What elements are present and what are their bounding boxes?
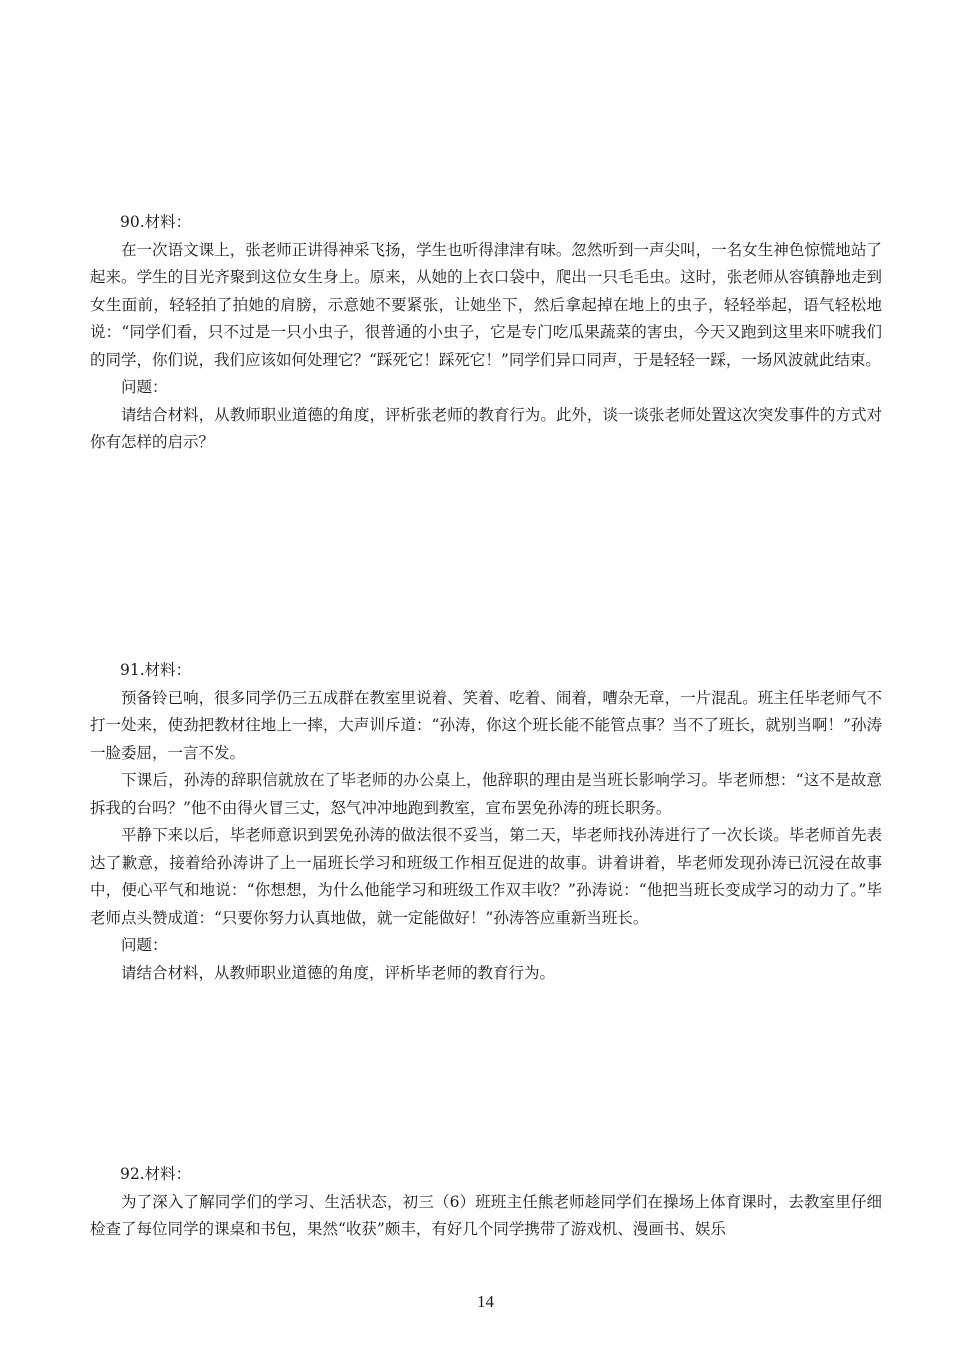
question-91-material-paragraph: 预备铃已响，很多同学仍三五成群在教室里说着、笑着、吃着、闹着，嘈杂无章，一片混乱。班主任毕老师气不打一处来，使劲把教材往地上一摔，大声训斥道：“孙涛，你这个班长能不能管点事？当不了班长，就别当啊！”孙涛一脸委屈，一言不发。 <box>90 688 882 762</box>
question-92-material-paragraph: 为了深入了解同学们的学习、生活状态，初三（6）班班主任熊老师趁同学们在操场上体育课时，去教室里仔细检查了每位同学的课桌和书包，果然“收获”颇丰，有好几个同学携带了游戏机、漫画书、娱乐 <box>90 1192 882 1238</box>
question-90-question-text: 请结合材料，从教师职业道德的角度，评析张老师的教育行为。此外，谈一谈张老师处置这次突发事件的方式对你有怎样的启示？ <box>90 405 882 451</box>
question-91-material-paragraph: 平静下来以后，毕老师意识到罢免孙涛的做法很不妥当，第二天，毕老师找孙涛进行了一次长谈。毕老师首先表达了歉意，接着给孙涛讲了上一届班长学习和班级工作相互促进的故事。讲着讲着，毕老师发现孙涛已沉浸在故事中，便心平气和地说：“你想想，为什么他能学习和班级工作双丰收？”孙涛说：“他把当班长变成学习的动力了。”毕老师点头赞成道：“只要你努力认真地做，就一定能做好！”孙涛答应重新当班长。 <box>90 826 882 927</box>
question-90-material-paragraph: 在一次语文课上，张老师正讲得神采飞扬，学生也听得津津有味。忽然听到一声尖叫，一名女生神色惊慌地站了起来。学生的目光齐聚到这位女生身上。原来，从她的上衣口袋中，爬出一只毛毛虫。这时，张老师从容镇静地走到女生面前，轻轻拍了拍她的肩膀，示意她不要紧张，让她坐下，然后拿起掉在地上的虫子，轻轻举起，语气轻松地说：“同学们看，只不过是一只小虫子，很普通的小虫子，它是专门吃瓜果蔬菜的害虫，今天又跑到这里来吓唬我们的同学，你们说，我们应该如何处理它？“踩死它！踩死它！”同学们异口同声，于是轻轻一踩，一场风波就此结束。 <box>90 240 882 369</box>
question-90-question-label: 问题： <box>121 378 168 396</box>
question-91-material-paragraph: 下课后，孙涛的辞职信就放在了毕老师的办公桌上，他辞职的理由是当班长影响学习。毕老师想：“这不是故意拆我的台吗？”他不由得火冒三丈，怒气冲冲地跑到教室，宣布罢免孙涛的班长职务。 <box>90 771 882 817</box>
page-number: 14 <box>477 1292 494 1311</box>
question-92 <box>90 1161 882 1244</box>
question-91-question-label: 问题： <box>121 936 168 954</box>
question-91-label: 91.材料： <box>120 661 192 679</box>
question-90-label: 90.材料： <box>120 213 192 231</box>
question-90 <box>90 209 882 457</box>
question-91-question-text: 请结合材料，从教师职业道德的角度，评析毕老师的教育行为。 <box>121 963 556 982</box>
question-92-label: 92.材料： <box>120 1165 192 1183</box>
question-91 <box>90 657 882 987</box>
